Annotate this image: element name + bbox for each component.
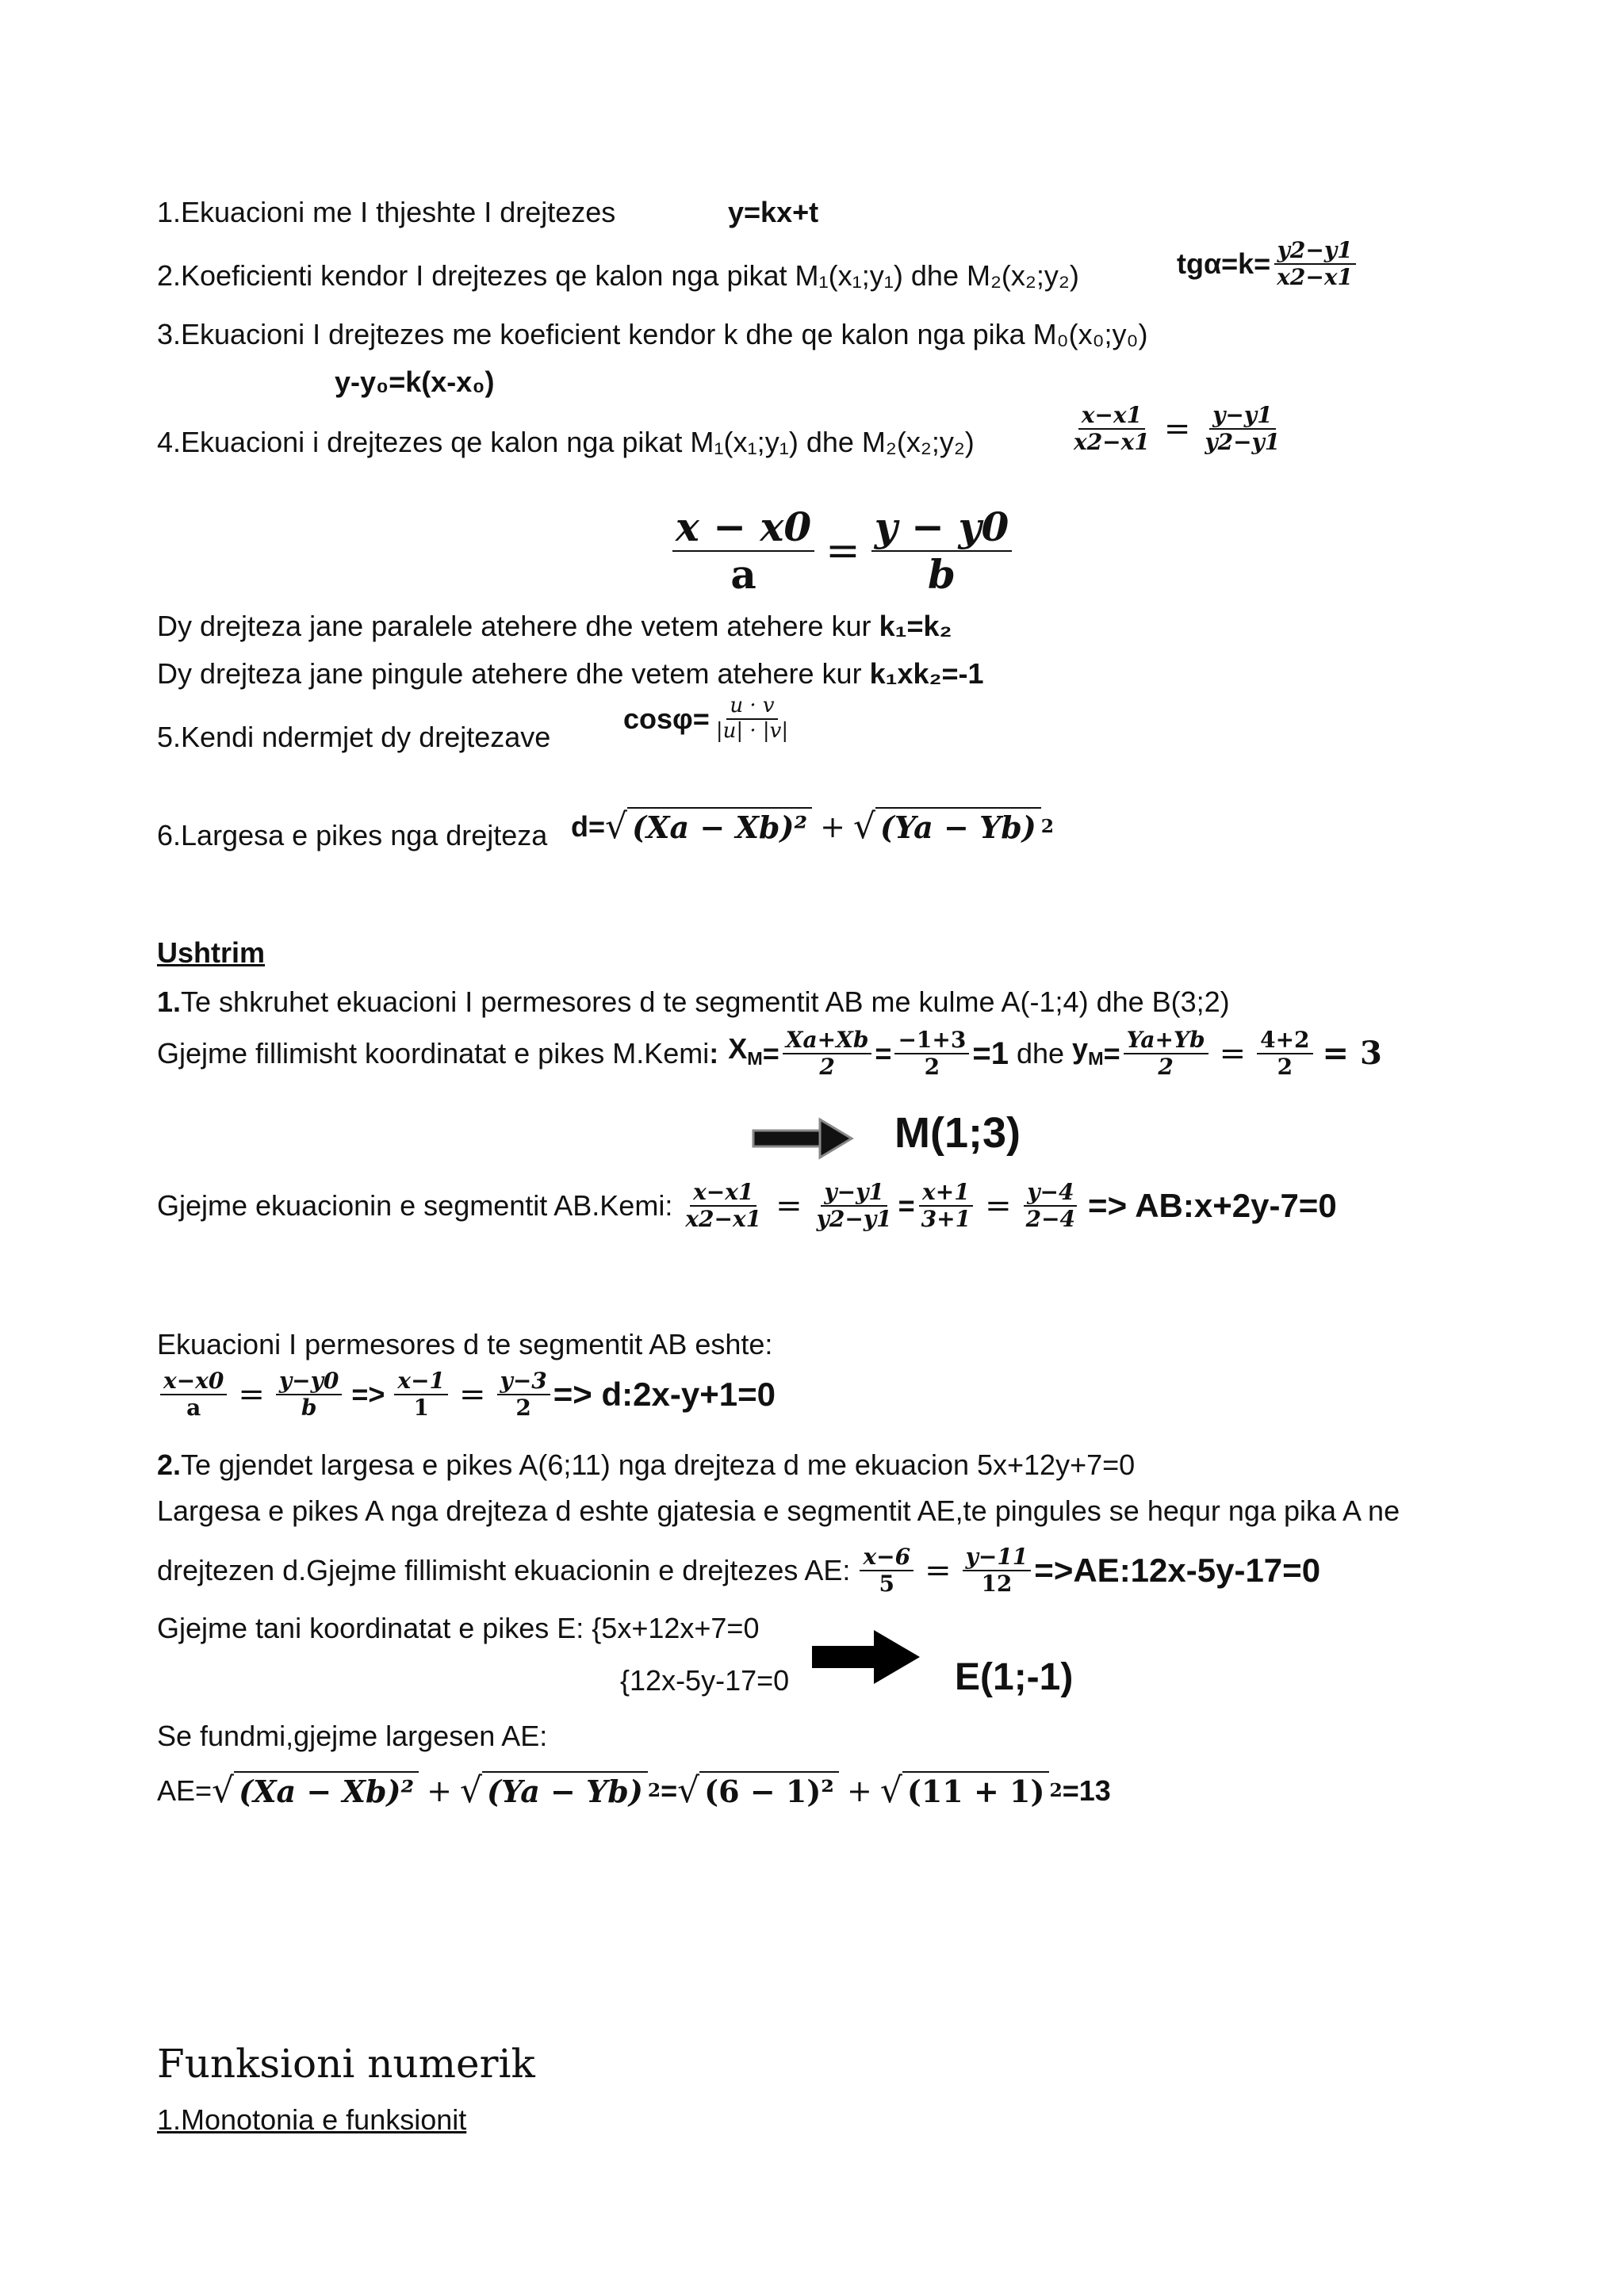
- radicand-2: (Ya − Yb): [482, 1771, 648, 1811]
- segment-ab-line: [157, 1180, 1337, 1232]
- final-distance-equation: [157, 1771, 1111, 1811]
- radical-sign-icon: √: [212, 1770, 235, 1811]
- fraction-denominator: 2: [924, 1054, 940, 1081]
- fraction-denominator: 12: [981, 1571, 1013, 1598]
- fraction-numerator: y−11: [963, 1544, 1032, 1571]
- radical-sign-icon: √: [460, 1770, 483, 1811]
- equals-sign: =: [1163, 411, 1191, 448]
- fraction-denominator: 5: [879, 1571, 894, 1598]
- xm-letter: X: [728, 1032, 748, 1066]
- fraction-numerator: y−y1: [821, 1180, 887, 1207]
- fraction-numerator: x−x1: [1078, 403, 1145, 430]
- line-3-text: 3.Ekuacioni I drejtezes me koeficient kendor k dhe qe kalon nga pika M₀(x₀;y₀): [157, 318, 1148, 350]
- equals-sign: =: [1219, 1035, 1247, 1073]
- formula-line-2: [157, 257, 1079, 295]
- perpendicular-bisector-result: => d:2x-y+1=0: [553, 1376, 776, 1414]
- exercise-1-text: Te shkruhet ekuacioni I permesores d te segmentit AB me kulme A(-1;4) dhe B(3;2): [181, 985, 1230, 1018]
- line-5-prefix: cosφ=: [623, 702, 710, 735]
- canonical-fraction-1: [672, 504, 814, 597]
- fraction-denominator: b: [928, 550, 956, 598]
- fraction-numerator: Xa+Xb: [783, 1027, 872, 1054]
- implies-arrow: =>: [351, 1378, 385, 1411]
- xm-fraction-1: [783, 1027, 872, 1080]
- fraction-numerator: −1+3: [894, 1027, 969, 1054]
- section-title: Funksioni numerik: [157, 2041, 535, 2087]
- perm-fraction-1: [160, 1368, 227, 1421]
- perm-fraction-3: [394, 1368, 448, 1421]
- canonical-fraction-2: [871, 504, 1013, 597]
- equals-sign: =: [985, 1188, 1012, 1225]
- formula-line-6: [157, 817, 547, 855]
- line-1-text: 1.Ekuacioni me I thjeshte I drejtezes: [157, 196, 616, 228]
- perpendicular-bisector-equation: [157, 1368, 776, 1421]
- seg-fraction-3: [918, 1180, 974, 1232]
- radical-sign-icon: √: [677, 1770, 700, 1811]
- formula-line-4: [157, 423, 975, 461]
- fraction-denominator: a: [186, 1395, 201, 1422]
- equals-sign: =: [762, 1037, 779, 1070]
- fraction-numerator: x−1: [394, 1368, 448, 1395]
- exercise-2-text: Te gjendet largesa e pikes A(6;11) nga drejteza d me ekuacion 5x+12y+7=0: [181, 1448, 1136, 1481]
- parallel-condition-line: [157, 607, 952, 645]
- plus-sign: +: [820, 809, 845, 844]
- section-subtitle: 1.Monotonia e funksionit: [157, 2103, 467, 2136]
- canonical-equation: [669, 504, 1015, 597]
- line-4-fraction-2: [1201, 403, 1283, 455]
- perpendicular-condition-line: [157, 655, 984, 693]
- line-5-formula: [623, 695, 795, 744]
- fraction-numerator: y2−y1: [1274, 238, 1356, 265]
- point-e-result: E(1;-1): [955, 1656, 1074, 1698]
- exercise-2-line-3-text: drejtezen d.Gjejme fillimisht ekuacionin e drejtezes AE:: [157, 1554, 851, 1587]
- perm-fraction-2: [276, 1368, 342, 1421]
- equals-sign: =: [825, 526, 860, 575]
- fraction-numerator: 4+2: [1257, 1027, 1312, 1054]
- fraction-denominator: x2−x1: [685, 1206, 762, 1233]
- equals-sign: =: [238, 1376, 265, 1414]
- ae-prefix: AE=: [157, 1774, 213, 1807]
- fraction-denominator: 2: [1158, 1054, 1174, 1081]
- fraction-denominator: a: [730, 550, 756, 598]
- line-5-text: 5.Kendi ndermjet dy drejtezave: [157, 721, 551, 753]
- fraction-numerator: x−6: [860, 1544, 914, 1571]
- right-arrow-icon: [752, 1116, 855, 1161]
- line-5-fraction: [713, 695, 791, 744]
- exercise-2-line-3: [157, 1544, 1320, 1597]
- seg-fraction-4: [1023, 1180, 1078, 1232]
- perpendicular-condition: k₁xk₂=-1: [869, 657, 984, 690]
- line-1-formula: y=kx+t: [728, 196, 819, 228]
- exercise-1-number: 1.: [157, 985, 182, 1018]
- ae-fraction-2: [963, 1544, 1032, 1597]
- formula-line-1: [157, 193, 615, 232]
- right-arrow-icon: [810, 1628, 921, 1686]
- segment-ab-result: => AB:x+2y-7=0: [1088, 1187, 1337, 1225]
- fraction-numerator: x−x0: [160, 1368, 227, 1395]
- radicand-4: (11 + 1): [902, 1771, 1050, 1811]
- fraction-denominator: 2: [1277, 1054, 1293, 1081]
- final-distance-result: =13: [1062, 1774, 1111, 1807]
- fraction-denominator: x2−x1: [1277, 264, 1353, 291]
- fraction-denominator: 3+1: [921, 1206, 971, 1233]
- fraction-numerator: y − y0: [871, 504, 1013, 552]
- fraction-denominator: |u| · |v|: [715, 718, 789, 743]
- line-6-prefix: d=: [571, 810, 606, 843]
- segment-text: Gjejme ekuacionin e segmentit AB.Kemi:: [157, 1189, 673, 1223]
- line-4-fraction-1: [1071, 403, 1153, 455]
- fraction-numerator: y−y1: [1209, 403, 1275, 430]
- parallel-text: Dy drejteza jane paralele atehere dhe vetem atehere kur: [157, 610, 871, 642]
- line-6-formula: [571, 807, 1054, 847]
- fraction-denominator: 2: [819, 1054, 835, 1081]
- line-2-fraction: [1274, 238, 1356, 290]
- perpendicular-bisector-text: Ekuacioni I permesores d te segmentit AB eshte:: [157, 1328, 773, 1360]
- equals-sign: =: [459, 1376, 486, 1414]
- system-line-1: Gjejme tani koordinatat e pikes E: {5x+12x+7=0: [157, 1612, 760, 1644]
- equals-sign: =: [898, 1189, 915, 1223]
- fraction-denominator: 1: [413, 1395, 429, 1422]
- radical-sign-icon: √: [852, 806, 876, 847]
- seg-fraction-1: [682, 1180, 764, 1232]
- radical-sign-icon: √: [605, 806, 628, 847]
- xm-fraction-2: [894, 1027, 969, 1080]
- fraction-denominator: y2−y1: [1205, 429, 1281, 456]
- ym-sub: M: [1088, 1048, 1104, 1070]
- fraction-numerator: y−3: [497, 1368, 550, 1395]
- and-word: dhe: [1016, 1037, 1065, 1070]
- midpoint-text: Gjejme fillimisht koordinatat e pikes M.Kemi: [157, 1037, 710, 1070]
- exponent: 2: [647, 1779, 661, 1801]
- fraction-denominator: 2: [515, 1395, 531, 1422]
- perm-fraction-4: [497, 1368, 550, 1421]
- radicand-1: (Xa − Xb)²: [234, 1771, 419, 1811]
- parallel-condition: k₁=k₂: [879, 610, 952, 642]
- line-3-formula: y-y₀=k(x-x₀): [335, 365, 495, 398]
- line-2-text: 2.Koeficienti kendor I drejtezes qe kalon nga pikat M₁(x₁;y₁) dhe M₂(x₂;y₂): [157, 259, 1079, 292]
- ae-equation-result: =>AE:12x-5y-17=0: [1034, 1552, 1321, 1590]
- midpoint-line: [157, 1027, 1382, 1080]
- xm-result: =1: [972, 1036, 1009, 1072]
- line-2-formula: [1177, 238, 1359, 290]
- equals-sign: =: [661, 1774, 678, 1807]
- fraction-numerator: Ya+Yb: [1124, 1027, 1208, 1054]
- fraction-numerator: u · v: [726, 695, 777, 720]
- ae-fraction-1: [860, 1544, 914, 1597]
- system-line-2: {12x-5y-17=0: [620, 1664, 790, 1697]
- equals-sign: =: [925, 1552, 952, 1590]
- fraction-denominator: b: [301, 1395, 317, 1422]
- seg-fraction-2: [814, 1180, 895, 1232]
- ym-letter: y: [1072, 1032, 1089, 1066]
- fraction-numerator: y−4: [1024, 1180, 1077, 1207]
- fraction-denominator: y2−y1: [816, 1206, 892, 1233]
- equals-sign: =: [875, 1037, 892, 1070]
- equals-sign: =: [1103, 1037, 1120, 1070]
- fraction-numerator: y−y0: [276, 1368, 342, 1395]
- fraction-numerator: x−x1: [690, 1180, 756, 1207]
- exponent: 2: [1049, 1779, 1063, 1801]
- point-m-result: M(1;3): [894, 1109, 1021, 1157]
- equals-sign: =: [776, 1188, 802, 1225]
- fraction-denominator: 2−4: [1025, 1206, 1076, 1233]
- fraction-denominator: x2−x1: [1074, 429, 1150, 456]
- fraction-numerator: x+1: [919, 1180, 973, 1207]
- exercise-2-number: 2.: [157, 1448, 182, 1481]
- line-4-formula: [1067, 403, 1286, 455]
- xm-label: [728, 1030, 763, 1077]
- final-distance-text: Se fundmi,gjejme largesen AE:: [157, 1720, 548, 1752]
- exercise-2-line-2: Largesa e pikes A nga drejteza d eshte gjatesia e segmentit AE,te pingules se hequr nga pika A ne: [157, 1494, 1400, 1527]
- ym-fraction-2: [1257, 1027, 1312, 1080]
- radicand-2: (Ya − Yb): [875, 807, 1041, 847]
- line-2-prefix: tgα=k=: [1177, 247, 1271, 281]
- colon: :: [709, 1037, 719, 1070]
- line-6-text: 6.Largesa e pikes nga drejteza: [157, 819, 548, 851]
- exercise-1-statement: [157, 983, 1230, 1021]
- radicand-1: (Xa − Xb)²: [627, 807, 812, 847]
- line-4-text: 4.Ekuacioni i drejtezes qe kalon nga pikat M₁(x₁;y₁) dhe M₂(x₂;y₂): [157, 426, 975, 458]
- exercise-heading: Ushtrim: [157, 936, 266, 969]
- ym-fraction-1: [1124, 1027, 1208, 1080]
- radicand-3: (6 − 1)²: [699, 1771, 839, 1811]
- exercise-2-statement: [157, 1446, 1135, 1484]
- xm-sub: M: [747, 1048, 763, 1070]
- radical-sign-icon: √: [879, 1770, 902, 1811]
- plus-sign: +: [427, 1774, 452, 1808]
- plus-sign: +: [846, 1774, 872, 1808]
- ym-label: [1072, 1030, 1104, 1077]
- perpendicular-text: Dy drejteza jane pingule atehere dhe vetem atehere kur: [157, 657, 862, 690]
- exponent: 2: [1040, 815, 1055, 837]
- fraction-numerator: x − x0: [672, 504, 814, 552]
- ym-result: = 3: [1322, 1035, 1382, 1073]
- formula-line-3: [157, 316, 1147, 354]
- formula-line-5: [157, 718, 550, 756]
